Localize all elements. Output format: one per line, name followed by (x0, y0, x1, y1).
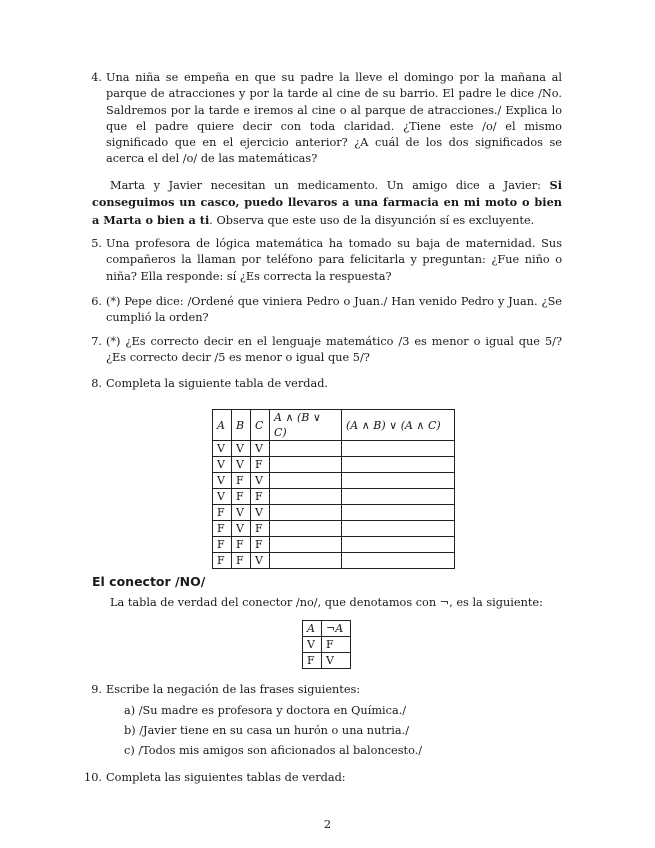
section-intro (92, 595, 562, 611)
exercise-number: 4. (91, 71, 102, 84)
table-cell-blank (342, 553, 455, 569)
table-cell: F (251, 537, 270, 553)
section-heading: El conector /NO/ (92, 574, 206, 589)
table-cell: V (213, 441, 232, 457)
header-cell: A (213, 410, 232, 441)
table-row (213, 553, 455, 569)
subitem-text: /Javier tiene en su casa un hurón o una nutria./ (139, 724, 410, 737)
table-cell: V (251, 505, 270, 521)
table-cell: F (232, 537, 251, 553)
header-cell: C (251, 410, 270, 441)
table-row (303, 637, 351, 653)
header-cell: (A ∧ B) ∨ (A ∧ C) (342, 410, 455, 441)
table-cell: V (251, 441, 270, 457)
negation-item-c (124, 743, 564, 759)
exercise-8 (91, 376, 562, 392)
table-cell: F (213, 521, 232, 537)
table-cell: V (232, 441, 251, 457)
table-cell: V (213, 473, 232, 489)
table-cell: V (232, 457, 251, 473)
exercise-4 (91, 70, 562, 168)
exercise-number: 10. (84, 771, 102, 784)
table-cell: F (213, 553, 232, 569)
section-intro-text: La tabla de verdad del conector /no/, que denotamos con ¬, es la siguiente: (110, 596, 543, 609)
header-cell: A ∧ (B ∨ C) (270, 410, 342, 441)
subitem-label: c) (124, 744, 135, 757)
exercise-5 (91, 236, 562, 285)
table-cell-blank (342, 473, 455, 489)
table-cell-blank (342, 457, 455, 473)
exercise-text: Completa la siguiente tabla de verdad. (106, 377, 329, 390)
table-cell: F (213, 537, 232, 553)
negation-item-a (124, 703, 564, 719)
exercise-text: (*) Pepe dice: /Ordené que viniera Pedro o Juan./ Han venido Pedro y Juan. ¿Se cumplió la orden? (106, 295, 562, 325)
table-cell: V (232, 521, 251, 537)
table-cell-blank (270, 553, 342, 569)
paragraph-outro: . Observa que este uso de la disyunción sí es excluyente. (209, 213, 535, 227)
table-cell: F (322, 637, 351, 653)
exercise-text: Una profesora de lógica matemática ha tomado su baja de maternidad. Sus compañeros la llaman por teléfono para felicitarla y preguntan: ¿Fue niño o niña? Ella responde: sí ¿Es correcta la respuesta? (106, 237, 562, 283)
header-cell: A (303, 621, 322, 637)
table-cell: F (303, 653, 322, 669)
negation-item-b (124, 723, 564, 739)
table-cell-blank (270, 457, 342, 473)
table-row (213, 505, 455, 521)
table-cell: F (251, 521, 270, 537)
table-cell-blank (270, 537, 342, 553)
table-cell-blank (270, 505, 342, 521)
exercise-text: Una niña se empeña en que su padre la lleve el domingo por la mañana al parque de atracciones y por la tarde al cine de su barrio. El padre le dice /No. Saldremos por la tarde e iremos al cine o al parque de atracciones./ Explica lo que el padre quiere decir con toda claridad. ¿Tiene este /o/ el mismo significado que en el ejercicio anterior? ¿A cuál de los dos significados se acerca el del /o/ de las matemáticas? (106, 71, 562, 166)
exercise-text: Completa las siguientes tablas de verdad: (106, 771, 346, 784)
header-cell: B (232, 410, 251, 441)
exercise-text: Escribe la negación de las frases siguientes: (106, 683, 361, 696)
table-cell-blank (342, 441, 455, 457)
subitem-label: a) (124, 704, 136, 717)
table-cell-blank (342, 489, 455, 505)
table-row (213, 537, 455, 553)
table-cell: V (213, 489, 232, 505)
table-cell-blank (270, 521, 342, 537)
exercise-text: (*) ¿Es correcto decir en el lenguaje matemático /3 es menor o igual que 5/? ¿Es correcto decir /5 es menor o igual que 5/? (106, 335, 562, 365)
table-row (213, 521, 455, 537)
table-cell: F (232, 473, 251, 489)
table-cell-blank (342, 505, 455, 521)
table-cell-blank (342, 521, 455, 537)
table-cell: V (322, 653, 351, 669)
table-row (213, 441, 455, 457)
exercise-number: 9. (91, 683, 102, 696)
subitem-text: /Todos mis amigos son aficionados al baloncesto./ (138, 744, 423, 757)
paragraph-intro: Marta y Javier necesitan un medicamento. Un amigo dice a Javier: (110, 179, 550, 192)
table-cell-blank (270, 489, 342, 505)
table-header-row (303, 621, 351, 637)
exercise-number: 7. (91, 335, 102, 348)
table-cell: F (251, 457, 270, 473)
exercise-number: 6. (91, 295, 102, 308)
exercise-number: 8. (91, 377, 102, 390)
truth-table-negation (302, 620, 351, 669)
table-cell-blank (342, 537, 455, 553)
table-row (213, 473, 455, 489)
table-cell: F (232, 553, 251, 569)
exercise-6 (91, 294, 562, 327)
exercise-number: 5. (91, 237, 102, 250)
table-cell: V (251, 473, 270, 489)
table-cell: V (213, 457, 232, 473)
table-cell: F (251, 489, 270, 505)
table-cell: F (213, 505, 232, 521)
table-cell: F (232, 489, 251, 505)
exercise-7 (91, 334, 562, 367)
marta-javier-paragraph (92, 177, 562, 229)
truth-table-distributive (212, 409, 455, 569)
exercise-9 (91, 682, 562, 698)
header-cell: ¬A (322, 621, 351, 637)
table-cell: V (303, 637, 322, 653)
subitem-label: b) (124, 724, 136, 737)
paragraph-bold-quote: Si conseguimos un casco, puedo llevaros a una farmacia en mi moto o bien a Marta o bien a ti (92, 178, 562, 227)
table-cell-blank (270, 441, 342, 457)
table-cell: V (251, 553, 270, 569)
table-cell: V (232, 505, 251, 521)
table-cell-blank (270, 473, 342, 489)
exercise-10 (84, 770, 562, 786)
table-row (213, 457, 455, 473)
subitem-text: /Su madre es profesora y doctora en Química./ (138, 704, 407, 717)
page-number: 2 (323, 818, 332, 831)
table-row (213, 489, 455, 505)
table-row (303, 653, 351, 669)
table-header-row (213, 410, 455, 441)
